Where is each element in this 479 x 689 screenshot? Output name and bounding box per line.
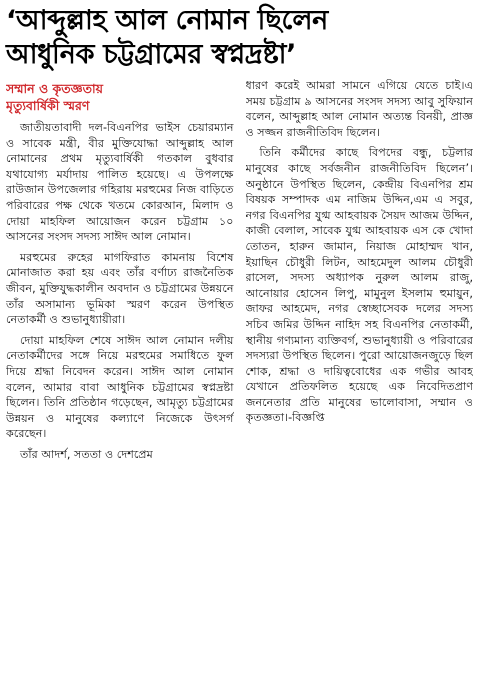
paragraph: তাঁর আদর্শ, সততা ও দেশপ্রেম — [20, 447, 153, 461]
paragraph: জাতীয়তাবাদী দল-বিএনপির ভাইস চেয়ারম্যান ও সাবেক মন্ত্রী, বীর মুক্তিযোদ্ধা আব্দুল্লাহ আল নোমানের প্রথম মৃত্যুবার্ষিকী গতকাল বুধবার যথাযোগ্য মর্যাদায় পালিত হয়েছে। এ উপলক্ষে রাউজান উপজেলার গহিরায় মরহুমের নিজ বাড়িতে পরিবারের পক্ষ থেকে খতমে কোরআন, মিলাদ ও দোয়া মাহফিল আয়োজন করেন চট্টগ্রাম ১০ আসনের সংসদ সদস্য সাঈদ আল নোমান। — [6, 121, 234, 244]
paragraph: মরহুমের রুহের মাগফিরাত কামনায় বিশেষ মোনাজাত করা হয় এবং তাঁর বর্ণাঢ্য রাজনৈতিক জীবন, মুক্তিযুদ্ধকালীন অবদান ও চট্টগ্রামের উন্নয়নে তাঁর অসামান্য ভূমিকা স্মরণ করেন উপস্থিত নেতাকর্মী ও শুভানুধ্যায়ীরা। — [6, 250, 234, 327]
headline-line-2: আধুনিক চট্টগ্রামের স্বপ্নদ্রষ্টা’ — [6, 39, 297, 70]
headline-line-1: ‘আব্দুল্লাহ আল নোমান ছিলেন — [6, 5, 328, 36]
kicker — [6, 80, 234, 114]
paragraph: তিনি কর্মীদের কাছে বিপদের বন্ধু, চট্টলার মানুষের কাছে সর্বজনীন রাজনীতিবিদ ছিলেন’। অনুষ্ঠানে উপস্থিত ছিলেন, কেন্দ্রীয় বিএনপির শ্রম বিষয়ক সম্পাদক এম নাজিম উদ্দিন,এম এ সবুর, নগর বিএনপির যুগ্ম আহবায়ক সৈয়দ আজম উদ্দিন, কাজী বেলাল, সাবেক যুগ্ম আহবায়ক এস কে খোদা তোতন, হারুন জামান, নিয়াজ মোহাম্মদ খান, ইয়াছিন চৌধুরী লিটন, আহমেদুল আলম চৌধুরী রাসেল, সদস্য অধ্যাপক নুরুল আলম রাজু, আনোয়ার হোসেন লিপু, মামুনুল ইসলাম হুমায়ুন, জাফর আহমেদ, নগর স্বেচ্ছাসেবক দলের সদস্য সচিব জমির উদ্দিন নাহিদ সহ বিএনপির নেতাকর্মী, স্থানীয় গণ্যমান্য ব্যক্তিবর্গ, শুভানুধ্যায়ী ও পরিবারের সদস্যরা উপস্থিত ছিলেন। পুরো আয়োজনজুড়ে ছিল শোক, শ্রদ্ধা ও দায়িত্ববোধের এক গভীর আবহ যেখানে প্রতিফলিত হয়েছে এক নিবেদিতপ্রাণ জননেতার প্রতি মানুষের ভালোবাসা, সম্মান ও কৃতজ্ঞতা।-বিজ্ঞপ্তি — [245, 146, 473, 425]
kicker-line-1: সম্মান ও কৃতজ্ঞতায় — [6, 81, 103, 96]
left-column — [6, 78, 234, 467]
paragraph: ধারণ করেই আমরা সামনে এগিয়ে যেতে চাই।এ সময় চট্টগ্রাম ৯ আসনের সংসদ সদস্য আবু সুফিয়ান বলেন, আব্দুল্লাহ আল নোমান অত্যন্ত বিনয়ী, প্রাজ্ঞ ও সজ্জন রাজনীতিবিদ ছিলেন। — [245, 79, 473, 139]
right-column — [246, 78, 474, 467]
kicker-line-2: মৃত্যুবার্ষিকী স্মরণ — [6, 98, 90, 113]
headline — [6, 4, 473, 72]
article-body — [6, 78, 473, 467]
paragraph: দোয়া মাহফিল শেষে সাঈদ আল নোমান দলীয় নেতাকর্মীদের সঙ্গে নিয়ে মরহুমের সমাধিতে ফুল দিয়ে শ্রদ্ধা নিবেদন করেন। সাঈদ আল নোমান বলেন, আমার বাবা আধুনিক চট্টগ্রামের স্বপ্নদ্রষ্টা ছিলেন। তিনি প্রতিষ্ঠান গড়েছেন, আমৃত্যু চট্টগ্রামের উন্নয়ন ও মানুষের কল্যাণে নিজেকে উৎসর্গ করেছেন। — [6, 333, 234, 441]
